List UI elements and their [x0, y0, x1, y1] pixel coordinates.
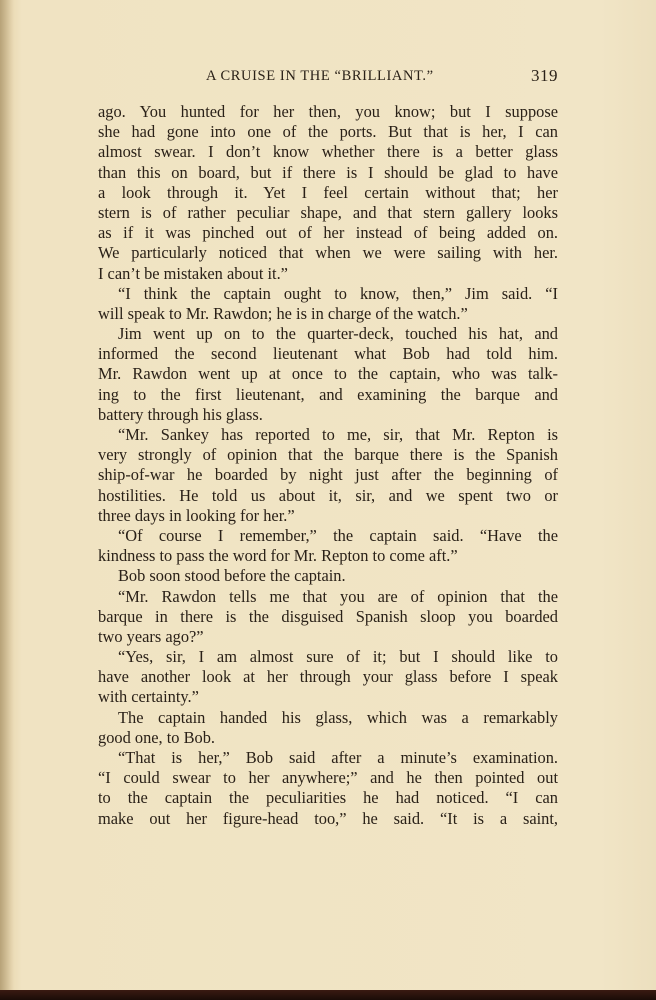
text-line: “I think the captain ought to know, then,” Jim said. “I	[118, 283, 558, 303]
text-line: Mr. Rawdon went up at once to the captain, who was talk-	[98, 364, 558, 384]
text-line: make out her figure-head too,” he said. “It is a saint,	[98, 808, 558, 828]
text-line: a look through it. Yet I feel certain without that; her	[98, 182, 558, 202]
text-line: “Of course I remember,” the captain said. “Have the	[118, 525, 558, 545]
text-line: I can’t be mistaken about it.”	[98, 263, 288, 283]
text-line: ing to the first lieutenant, and examining the barque and	[98, 384, 558, 404]
text-line: she had gone into one of the ports. But that is her, I can	[98, 122, 558, 142]
text-line: will speak to Mr. Rawdon; he is in charge of the watch.”	[98, 303, 468, 323]
text-line: as if it was pinched out of her instead of being added on.	[98, 223, 558, 243]
text-line: good one, to Bob.	[98, 727, 216, 747]
page-bottom-edge	[0, 990, 656, 1000]
text-line: three days in looking for her.”	[98, 505, 295, 525]
text-line: We particularly noticed that when we were sailing with her.	[98, 243, 558, 263]
page-number: 319	[531, 66, 558, 85]
binding-gutter-shadow	[0, 0, 14, 1000]
running-head	[98, 66, 558, 90]
text-line: “That is her,” Bob said after a minute’s examination.	[118, 748, 558, 767]
text-line: almost swear. I don’t know whether there is a better glass	[98, 142, 558, 162]
text-line: to the captain the peculiarities he had noticed. “I can	[98, 788, 558, 808]
text-line: two years ago?”	[98, 626, 204, 646]
text-line: have another look at her through your glass before I speak	[98, 667, 558, 687]
text-line: than this on board, but if there is I should be glad to have	[98, 162, 558, 182]
text-line: hostilities. He told us about it, sir, and we spent two or	[98, 485, 558, 505]
text-line: with certainty.”	[98, 687, 199, 707]
text-line: ship-of-war he boarded by night just after the beginning of	[98, 465, 558, 485]
text-line: Jim went up on to the quarter-deck, touched his hat, and	[118, 324, 558, 344]
text-line: “Yes, sir, I am almost sure of it; but I should like to	[118, 647, 558, 667]
text-line: “Mr. Sankey has reported to me, sir, that Mr. Repton is	[118, 425, 558, 444]
text-line: stern is of rather peculiar shape, and that stern gallery looks	[98, 202, 558, 222]
text-line: informed the second lieutenant what Bob had told him.	[98, 344, 558, 364]
text-line: kindness to pass the word for Mr. Repton to come aft.”	[98, 546, 458, 566]
text-line: “Mr. Rawdon tells me that you are of opinion that the	[118, 586, 558, 606]
text-line: ago. You hunted for her then, you know; but I suppose	[98, 102, 558, 121]
text-line: battery through his glass.	[98, 404, 263, 424]
running-head-title: A CRUISE IN THE “BRILLIANT.”	[206, 68, 434, 84]
text-line: barque in there is the disguised Spanish sloop you boarded	[98, 606, 558, 626]
text-line: “I could swear to her anywhere;” and he then pointed out	[98, 768, 558, 788]
text-line: very strongly of opinion that the barque there is the Spanish	[98, 445, 558, 465]
text-line: The captain handed his glass, which was a remarkably	[118, 707, 558, 727]
body-text	[98, 102, 558, 829]
text-line: Bob soon stood before the captain.	[118, 566, 346, 586]
